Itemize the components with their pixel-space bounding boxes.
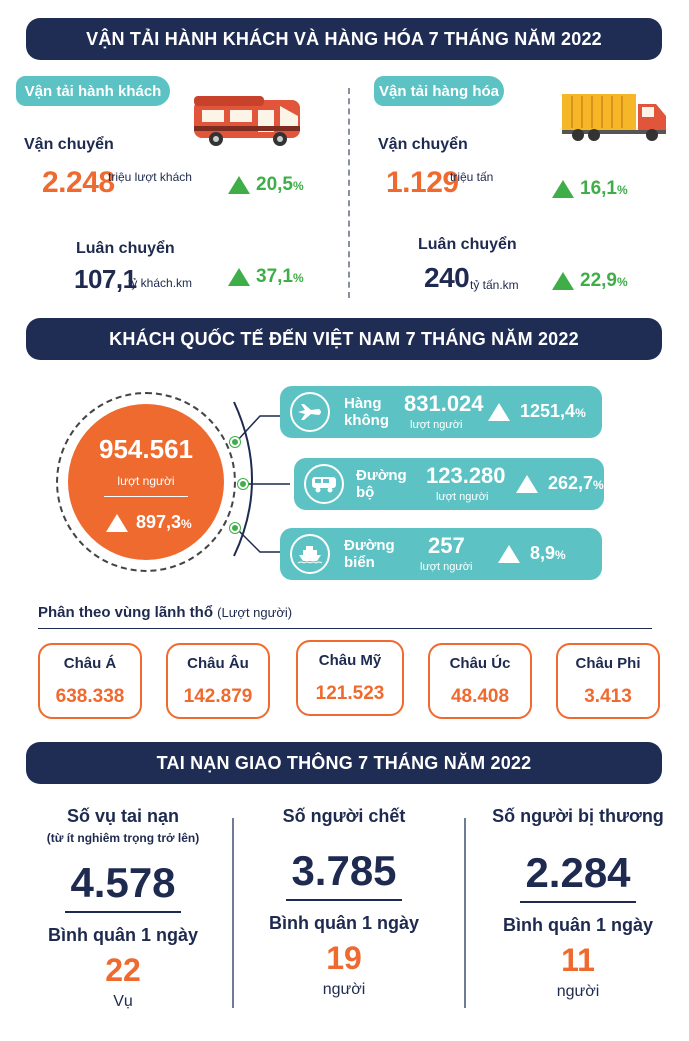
accident-value: 2.284 [525, 849, 631, 896]
accident-underline [286, 899, 402, 901]
passenger-rotation-growth [228, 266, 304, 288]
cargo-pill-label: Vận tải hàng hóa [378, 82, 499, 100]
up-arrow-icon [106, 514, 128, 532]
growth-value: 262,7 [548, 473, 594, 493]
percent-sign: % [593, 478, 604, 492]
region-card-africa [556, 643, 660, 719]
accident-avg-value: 19 [326, 940, 362, 976]
total-growth [106, 512, 192, 533]
accident-column-injured [468, 806, 688, 1001]
region-divider [38, 628, 652, 629]
passenger-transport-unit: triệu lượt khách [108, 170, 192, 184]
percent-sign: % [575, 406, 586, 420]
section2-title-banner [26, 318, 662, 360]
truck-icon [560, 92, 670, 142]
region-value: 638.338 [55, 686, 125, 707]
section3-title: TAI NẠN GIAO THÔNG 7 THÁNG NĂM 2022 [156, 752, 532, 773]
mode-name: Hàng [344, 395, 382, 412]
mode-name: Đường [356, 467, 407, 484]
region-name: Châu Âu [187, 655, 249, 672]
bus-icon [192, 92, 306, 148]
accident-underline [65, 911, 181, 913]
region-heading [38, 604, 292, 621]
up-arrow-icon [228, 268, 250, 286]
section1-divider [348, 88, 350, 298]
growth-value: 1251,4 [520, 401, 576, 421]
mode-name: biển [344, 554, 375, 571]
mode-growth [516, 473, 604, 494]
connector-dot [238, 479, 248, 489]
up-arrow-icon [498, 545, 520, 563]
up-arrow-icon [516, 475, 538, 493]
cargo-rotation-growth [552, 270, 628, 292]
accident-value: 3.785 [291, 847, 397, 894]
mode-value: 123.280 [426, 463, 506, 488]
passenger-pill [16, 76, 170, 106]
mode-growth [498, 543, 566, 564]
accident-column-deaths [236, 806, 452, 999]
accident-avg-unit: người [322, 981, 366, 998]
accident-avg-label: Bình quân 1 ngày [268, 913, 419, 933]
up-arrow-icon [552, 180, 574, 198]
total-circle [68, 404, 224, 560]
accident-avg-value: 22 [105, 952, 141, 988]
region-card-oceania [428, 643, 532, 719]
mode-unit: lượt người [436, 491, 489, 503]
connector-lines [210, 400, 290, 560]
accident-avg-unit: Vụ [113, 993, 133, 1010]
accident-title: Số người bị thương [492, 806, 664, 826]
section1-title-banner [26, 18, 662, 60]
passenger-rotation-label: Luân chuyển [76, 240, 175, 257]
mode-value: 257 [428, 533, 465, 558]
cargo-pill [374, 76, 504, 106]
accident-column-cases [18, 806, 228, 1011]
region-value: 48.408 [450, 686, 510, 707]
passenger-transport-label: Vận chuyển [24, 136, 114, 153]
percent-sign: % [616, 275, 628, 289]
passenger-transport-value: 2.248 [42, 166, 115, 199]
passenger-rotation-value: 107,1 [74, 264, 137, 294]
cargo-rotation-unit: tỷ tấn.km [470, 278, 519, 292]
accident-avg-value: 11 [561, 942, 595, 978]
percent-sign: % [292, 179, 304, 193]
region-name: Châu Mỹ [318, 652, 382, 669]
growth-value: 22,9 [580, 270, 617, 291]
percent-sign: % [292, 271, 304, 285]
region-card-asia [38, 643, 142, 719]
accident-title: Số vụ tai nạn [66, 806, 180, 826]
mode-card-sea [280, 528, 602, 580]
mode-name: Đường [344, 537, 395, 554]
region-value: 142.879 [183, 686, 253, 707]
van-icon [304, 464, 344, 504]
total-unit: lượt người [117, 474, 175, 488]
mode-value: 831.024 [404, 391, 484, 416]
section2-title: KHÁCH QUỐC TẾ ĐẾN VIỆT NAM 7 THÁNG NĂM 2022 [109, 328, 579, 349]
cargo-rotation-label: Luân chuyển [418, 236, 517, 253]
mode-name: không [344, 412, 389, 429]
accident-value: 4.578 [70, 859, 176, 906]
region-card-america [296, 640, 404, 716]
mode-growth [488, 401, 586, 422]
percent-sign: % [555, 548, 566, 562]
mode-unit: lượt người [410, 419, 463, 431]
region-name: Châu Úc [449, 655, 511, 672]
region-value: 121.523 [315, 683, 385, 704]
airplane-icon [290, 392, 330, 432]
connector-dot [230, 523, 240, 533]
percent-sign: % [181, 517, 192, 531]
total-value: 954.561 [99, 434, 193, 464]
region-heading-unit: (Lượt người) [217, 605, 293, 620]
accident-avg-label: Bình quân 1 ngày [47, 925, 198, 945]
growth-value: 16,1 [580, 178, 617, 199]
region-name: Châu Á [63, 655, 117, 672]
ship-icon [290, 534, 330, 574]
passenger-transport-growth [228, 174, 304, 196]
region-heading-text: Phân theo vùng lãnh thổ [38, 604, 213, 621]
region-card-europe [166, 643, 270, 719]
growth-value: 20,5 [256, 174, 293, 195]
cargo-transport-growth [552, 178, 628, 200]
up-arrow-icon [552, 272, 574, 290]
passenger-rotation-unit: tỷ khách.km [128, 276, 193, 290]
cargo-rotation-value: 240 [424, 262, 470, 293]
accident-avg-label: Bình quân 1 ngày [502, 915, 653, 935]
accident-subtitle: (từ ít nghiêm trọng trở lên) [46, 831, 200, 845]
passenger-pill-label: Vận tải hành khách [24, 82, 162, 100]
mode-name: bộ [356, 484, 375, 501]
section3-title-banner [26, 742, 662, 784]
accident-title: Số người chết [282, 806, 406, 826]
up-arrow-icon [488, 403, 510, 421]
total-divider [104, 496, 188, 497]
accident-avg-unit: người [556, 983, 600, 1000]
column-divider [464, 818, 466, 1008]
column-divider [232, 818, 234, 1008]
region-value: 3.413 [584, 686, 632, 707]
percent-sign: % [616, 183, 628, 197]
growth-value: 8,9 [530, 543, 556, 563]
mode-card-air [280, 386, 602, 438]
growth-value: 37,1 [256, 266, 293, 287]
mode-card-road [294, 458, 604, 510]
cargo-transport-label: Vận chuyển [378, 136, 468, 153]
connector-dot [230, 437, 240, 447]
cargo-transport-value: 1.129 [386, 166, 459, 199]
growth-value: 897,3 [136, 512, 182, 532]
accident-underline [520, 901, 636, 903]
section1-title: VẬN TẢI HÀNH KHÁCH VÀ HÀNG HÓA 7 THÁNG NĂM 2022 [86, 28, 602, 49]
mode-unit: lượt người [420, 561, 473, 573]
region-name: Châu Phi [575, 655, 641, 672]
cargo-transport-unit: triệu tấn [450, 170, 494, 184]
up-arrow-icon [228, 176, 250, 194]
